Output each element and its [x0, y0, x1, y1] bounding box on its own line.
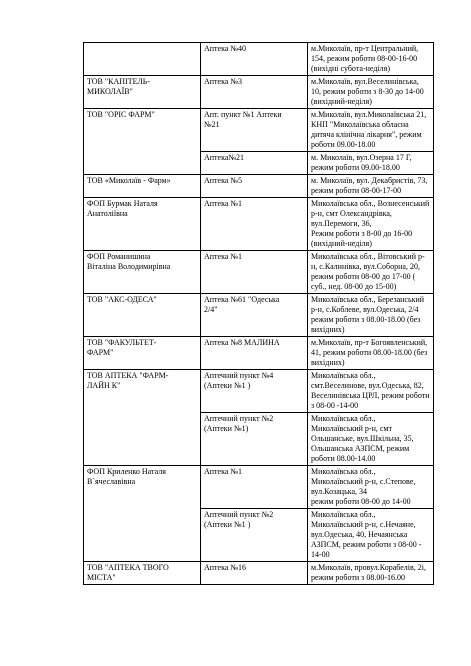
address-cell [308, 152, 434, 175]
company-name: ТОВ "ФАКУЛЬТЕТ- ФАРМ" [87, 338, 157, 357]
pharmacy-cell [201, 251, 308, 294]
address-cell [308, 413, 434, 466]
pharmacy-cell [201, 294, 308, 337]
pharmacy-name: Аптека №1 [204, 252, 243, 261]
company-cell [84, 76, 201, 109]
address-text: Миколаївська обл., Миколаївський р-н, с.Степове, вул.Козацька, 34 режим роботи 08-00 до 14-00 [311, 467, 416, 506]
pharmacy-cell [201, 509, 308, 562]
address-text: м.Миколаїв, провул.Корабелів, 2і, режим роботи з 08.00-16.00 [311, 563, 427, 582]
pharmacy-cell [201, 76, 308, 109]
table-row [84, 337, 434, 370]
pharmacy-name: Аптека №1 [204, 467, 243, 476]
address-cell [308, 562, 434, 585]
address-text: Миколаївська обл., Вітовський р- н, с.Калинівка, вул.Соборна, 20, режим роботи 08-00 до 17-00 ( суб., нед. 08-00 до 15-00) [311, 252, 425, 291]
address-text: м.Миколаїв, пр-т Богоявленський, 41, режим роботи 08.00-18.00 (без вихідних) [311, 338, 428, 367]
company-cell [84, 562, 201, 585]
address-cell [308, 43, 434, 76]
pharmacy-name: Аптечний пункт №2 (Аптеки №1) [204, 414, 274, 433]
pharmacy-name: Аптечний пункт №2 (Аптеки №1 ) [204, 510, 274, 529]
address-text: Миколаївська обл., Вознесенський р-н, смт Олександрівка, вул.Перемоги, 36, Режим роботи з 8-00 до 16-00 (вихідний-неділя) [311, 199, 430, 248]
company-name: ТОВ "ОРІС ФАРМ" [87, 110, 155, 119]
address-text: Миколаївська обл., смт.Веселинове, вул.Одеська, 82, Веселинівська ЦРЛ, режим роботи з 08-00 -14-00 [311, 371, 430, 410]
address-text: м.Миколаїв, вул.Миколаївська 21, КНП "Миколаївська обласна дитяча клінічна лікарня", режим роботи 09.00-18.00 [311, 110, 427, 149]
pharmacy-cell [201, 466, 308, 509]
table-row [84, 466, 434, 509]
company-cell [84, 251, 201, 294]
address-text: Миколаївська обл., Миколаївський р-н, с.Нечаяне, вул.Одеська, 40, Нечаянська АЗПСМ, режим роботи з 08-00 - 14-00 [311, 510, 422, 559]
address-cell [308, 175, 434, 198]
pharmacy-name: Апт. пункт №1 Аптеки №21 [204, 110, 282, 129]
company-cell [84, 109, 201, 175]
table-row [84, 370, 434, 413]
address-cell [308, 251, 434, 294]
pharmacy-name: Аптека №5 [204, 176, 243, 185]
table-row [84, 109, 434, 152]
address-cell [308, 509, 434, 562]
pharmacy-name: Аптека №3 [204, 77, 243, 86]
company-cell [84, 337, 201, 370]
pharmacy-name: Аптека№21 [204, 153, 245, 162]
company-cell [84, 43, 201, 76]
pharmacy-cell [201, 562, 308, 585]
table-row [84, 294, 434, 337]
company-name: ТОВ "АКС-ОДЕСА" [87, 295, 157, 304]
pharmacy-table-body [84, 43, 434, 585]
pharmacy-cell [201, 337, 308, 370]
address-cell [308, 294, 434, 337]
pharmacy-name: Аптека №40 [204, 44, 247, 53]
pharmacy-cell [201, 370, 308, 413]
company-cell [84, 466, 201, 562]
address-cell [308, 76, 434, 109]
address-cell [308, 337, 434, 370]
company-cell [84, 294, 201, 337]
company-name: ФОП Бурмак Наталя Анатоліївна [87, 199, 158, 218]
table-row [84, 175, 434, 198]
table-row [84, 76, 434, 109]
address-cell [308, 198, 434, 251]
address-text: м. Миколаїв, вул. Декабристів, 73, режим роботи 08-00-17-00 [311, 176, 428, 195]
company-name: ТОВ "АПТЕКА ТВОГО МІСТА" [87, 563, 169, 582]
company-name: ТОВ "КАПІТЕЛЬ- МИКОЛАЇВ" [87, 77, 151, 96]
company-cell [84, 175, 201, 198]
pharmacy-cell [201, 152, 308, 175]
company-name: ТОВ АПТЕКА "ФАРМ- ЛАЙН К" [87, 371, 169, 390]
table-row [84, 562, 434, 585]
address-text: м.Миколаїв, вул.Веселинівська, 10, режим роботи з 8-30 до 14-00 (вихідний-неділя) [311, 77, 424, 106]
table-row [84, 43, 434, 76]
pharmacy-name: Аптечний пункт №4 (Аптеки №1 ) [204, 371, 274, 390]
pharmacy-name: Аптека №16 [204, 563, 247, 572]
pharmacy-cell [201, 175, 308, 198]
pharmacy-name: Аптека №1 [204, 199, 243, 208]
pharmacy-cell [201, 198, 308, 251]
company-cell [84, 198, 201, 251]
company-name: ФОП Криленко Наталя В`ячеславівна [87, 467, 166, 486]
address-text: Миколаївська обл., Березанський р-н, с.Коблеве, вул.Одеська, 2/4 режим роботи з 08.00-18.00 (без вихідних) [311, 295, 425, 334]
address-cell [308, 109, 434, 152]
address-text: Миколаївська обл., Миколаївський р-н, смт Ольшанське, вул.Шкільна, 35, Ольшанська АЗПСМ, режим роботи 08.00-14.00 [311, 414, 414, 463]
pharmacy-cell [201, 413, 308, 466]
address-cell [308, 466, 434, 509]
pharmacy-cell [201, 109, 308, 152]
company-name: ТОВ «Миколаїв - Фарм» [87, 176, 171, 185]
table-row [84, 251, 434, 294]
company-cell [84, 370, 201, 466]
table-row [84, 198, 434, 251]
address-text: м.Миколаїв, пр-т Центральний, 154, режим роботи 08-00-16-00 (вихідні субота-неділя) [311, 44, 419, 73]
pharmacy-table [83, 42, 434, 585]
address-text: м. Миколаїв, вул.Озерна 17 Г, режим роботи 09.00-18.00 [311, 153, 412, 172]
pharmacy-name: Аптека №8 МАЛИНА [204, 338, 280, 347]
company-name: ФОП Романишина Віталіна Володимирівна [87, 252, 171, 271]
pharmacy-cell [201, 43, 308, 76]
address-cell [308, 370, 434, 413]
pharmacy-name: Аптека №61 "Одеська 2/4" [204, 295, 280, 314]
